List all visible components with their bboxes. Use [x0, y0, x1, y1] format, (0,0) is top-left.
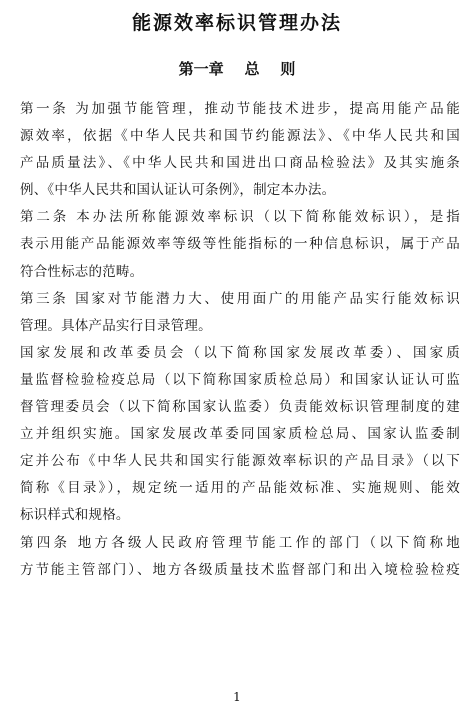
text-line: 管理。具体产品实行目录管理。: [20, 317, 212, 334]
text-line: 督管理委员会（以下简称国家认监委）负责能效标识管理制度的建: [20, 399, 460, 416]
body-text: [20, 96, 460, 584]
text-line: 表示用能产品能源效率等级等性能指标的一种信息标识，属于产品: [20, 236, 460, 253]
chapter-heading: 第一章 总 则: [178, 60, 296, 78]
page-number: 1: [233, 690, 241, 704]
document-title: 能源效率标识管理办法: [131, 12, 342, 34]
text-line: 简称《目录》），规定统一适用的产品能效标准、实施规则、能效: [20, 480, 460, 497]
text-line: 源效率，依据《中华人民共和国节约能源法》、《中华人民共和国: [20, 128, 460, 145]
text-line: 第二条 本办法所称能源效率标识（以下简称能效标识），是指: [20, 209, 460, 226]
text-line: 符合性标志的范畴。: [20, 263, 144, 280]
text-line: 国家发展和改革委员会（以下简称国家发展改革委）、国家质: [20, 344, 460, 361]
text-line: 第一条 为加强节能管理，推动节能技术进步，提高用能产品能: [20, 101, 460, 117]
text-line: 第四条 地方各级人民政府管理节能工作的部门（以下简称地: [20, 534, 460, 551]
text-line: 量监督检验检疫总局（以下简称国家质检总局）和国家认证认可监: [20, 371, 460, 388]
text-line: 方节能主管部门）、地方各级质量技术监督部门和出入境检验检疫: [20, 561, 460, 578]
text-line: 标识样式和规格。: [20, 507, 130, 524]
text-line: 定并公布《中华人民共和国实行能源效率标识的产品目录》（以下: [20, 453, 460, 470]
text-line: 第三条 国家对节能潜力大、使用面广的用能产品实行能效标识: [20, 290, 460, 307]
text-line: 例、《中华人民共和国认证认可条例》，制定本办法。: [20, 182, 336, 199]
text-line: 立并组织实施。国家发展改革委同国家质检总局、国家认监委制: [20, 426, 460, 443]
text-line: 产品质量法》、《中华人民共和国进出口商品检验法》及其实施条: [20, 155, 460, 172]
